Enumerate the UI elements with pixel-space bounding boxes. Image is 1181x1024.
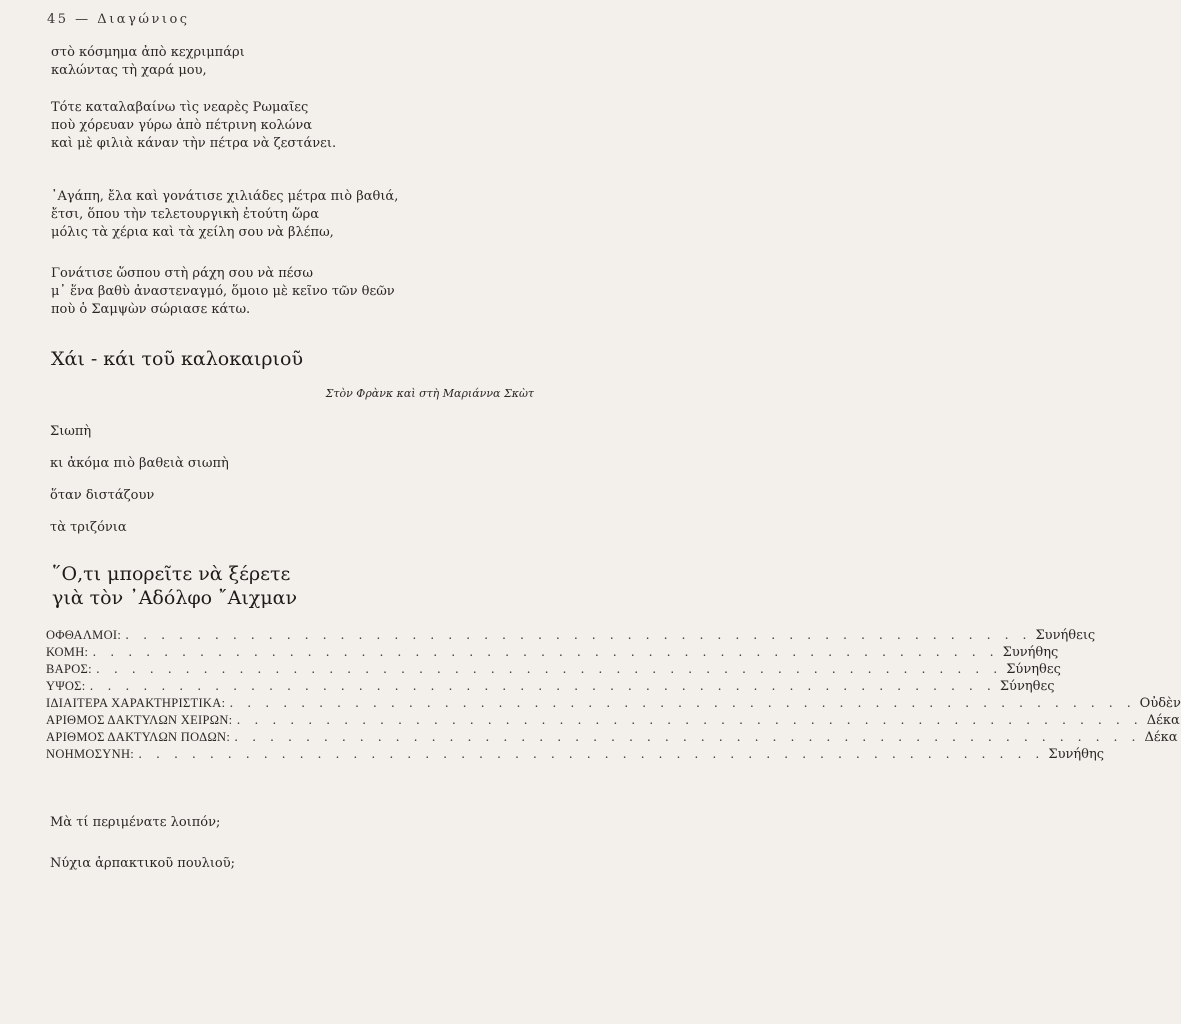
poem-line: Τότε καταλαβαίνω τὶς νεαρὲς Ρωμαῖες: [51, 100, 309, 115]
row-label: ΑΡΙΘΜΟΣ ΔΑΚΤΥΛΩΝ ΧΕΙΡΩΝ:: [46, 713, 233, 727]
poem-title-eichmann: [52, 562, 297, 610]
title-line: ῞Ο,τι μπορεῖτε νὰ ξέρετε: [52, 563, 291, 585]
title-line: γιὰ τὸν ᾿Αδόλφο ῎Αιχμαν: [52, 587, 298, 609]
poem-line: καλώντας τὴ χαρά μου,: [51, 63, 207, 78]
table-row: [46, 695, 1181, 712]
poem-line: ᾿Αγάπη, ἔλα καὶ γονάτισε χιλιάδες μέτρα πιὸ βαθιά,: [51, 189, 399, 204]
table-row: [46, 661, 1061, 678]
row-value: Σύνηθες: [1006, 662, 1061, 677]
row-label: ΝΟΗΜΟΣΥΝΗ:: [46, 747, 135, 761]
dot-leader: . . . . . . . . . . . . . . . . . . . . . . . . . . . . . . . . . . . . . . . . . . . . . . . . . . .: [89, 678, 996, 693]
table-row: [46, 746, 1105, 763]
poem-line: κι ἀκόμα πιὸ βαθειὰ σιωπὴ: [50, 456, 229, 471]
running-header: 45 — Διαγώνιος: [47, 12, 190, 27]
row-value: Δέκα: [1146, 713, 1180, 728]
poem-title-haiku: Χάι - κάι τοῦ καλοκαιριοῦ: [51, 348, 303, 370]
row-value: Συνήθης: [1002, 645, 1059, 660]
row-label: ΟΦΘΑΛΜΟΙ:: [46, 628, 122, 642]
poem-line: ἔτσι, ὅπου τὴν τελετουργικὴ ἐτούτη ὥρα: [51, 207, 320, 222]
dot-leader: . . . . . . . . . . . . . . . . . . . . . . . . . . . . . . . . . . . . . . . . . . . . . . . . . . .: [138, 746, 1045, 761]
poem-line: μόλις τὰ χέρια καὶ τὰ χείλη σου νὰ βλέπω,: [51, 225, 334, 240]
poem-line: ποὺ ὁ Σαμψὼν σώριασε κάτω.: [51, 302, 251, 317]
table-row: [46, 729, 1178, 746]
stanza-2: [51, 99, 336, 153]
row-label: ΥΨΟΣ:: [46, 679, 86, 693]
poem-line: μ᾿ ἕνα βαθὺ ἀναστεναγμό, ὅμοιο μὲ κεῖνο τῶν θεῶν: [51, 284, 395, 299]
description-table: [46, 627, 1181, 763]
dot-leader: . . . . . . . . . . . . . . . . . . . . . . . . . . . . . . . . . . . . . . . . . . . . . . . . . . .: [229, 695, 1136, 710]
row-label: ΑΡΙΘΜΟΣ ΔΑΚΤΥΛΩΝ ΠΟΔΩΝ:: [46, 730, 231, 744]
poem-line: Σιωπὴ: [50, 424, 92, 439]
stanza-1: [51, 44, 245, 80]
row-value: Σύνηθες: [999, 679, 1055, 694]
dot-leader: . . . . . . . . . . . . . . . . . . . . . . . . . . . . . . . . . . . . . . . . . . . . . . . . . . .: [236, 712, 1143, 727]
dot-leader: . . . . . . . . . . . . . . . . . . . . . . . . . . . . . . . . . . . . . . . . . . . . . . . . . . .: [92, 644, 999, 659]
row-label: ΒΑΡΟΣ:: [46, 662, 92, 676]
poem-line: τὰ τριζόνια: [50, 520, 127, 535]
table-row: [46, 627, 1096, 644]
poem-line: Γονάτισε ὥσπου στὴ ράχη σου νὰ πέσω: [51, 266, 313, 281]
table-row: [46, 678, 1055, 695]
row-value: Δέκα: [1144, 730, 1178, 745]
dot-leader: . . . . . . . . . . . . . . . . . . . . . . . . . . . . . . . . . . . . . . . . . . . . . . . . . . .: [95, 661, 1003, 676]
dot-leader: . . . . . . . . . . . . . . . . . . . . . . . . . . . . . . . . . . . . . . . . . . . . . . . . . . .: [125, 627, 1032, 642]
stanza-4: [51, 265, 395, 319]
poem-line: ὅταν διστάζουν: [50, 488, 155, 503]
row-value: Συνήθεις: [1035, 628, 1096, 643]
poem-line: καὶ μὲ φιλιὰ κάναν τὴν πέτρα νὰ ζεστάνει.: [51, 136, 337, 151]
poem-line: στὸ κόσμημα ἀπὸ κεχριμπάρι: [51, 45, 245, 60]
row-label: ΙΔΙΑΙΤΕΡΑ ΧΑΡΑΚΤΗΡΙΣΤΙΚΑ:: [46, 696, 226, 710]
row-label: ΚΟΜΗ:: [46, 645, 89, 659]
dedication: Στὸν Φρὰνκ καὶ στὴ Μαριάννα Σκὼτ: [325, 387, 534, 400]
table-row: [46, 712, 1180, 729]
poem-line: Μὰ τί περιμένατε λοιπόν;: [50, 815, 221, 830]
row-value: Συνήθης: [1048, 747, 1105, 762]
stanza-3: [51, 188, 398, 242]
table-row: [46, 644, 1059, 661]
poem-line: Νύχια ἁρπακτικοῦ πουλιοῦ;: [50, 856, 236, 871]
dot-leader: . . . . . . . . . . . . . . . . . . . . . . . . . . . . . . . . . . . . . . . . . . . . . . . . . . .: [234, 729, 1141, 744]
poem-line: ποὺ χόρευαν γύρω ἀπὸ πέτρινη κολώνα: [51, 118, 313, 133]
row-value: Οὐδὲν: [1139, 696, 1181, 711]
